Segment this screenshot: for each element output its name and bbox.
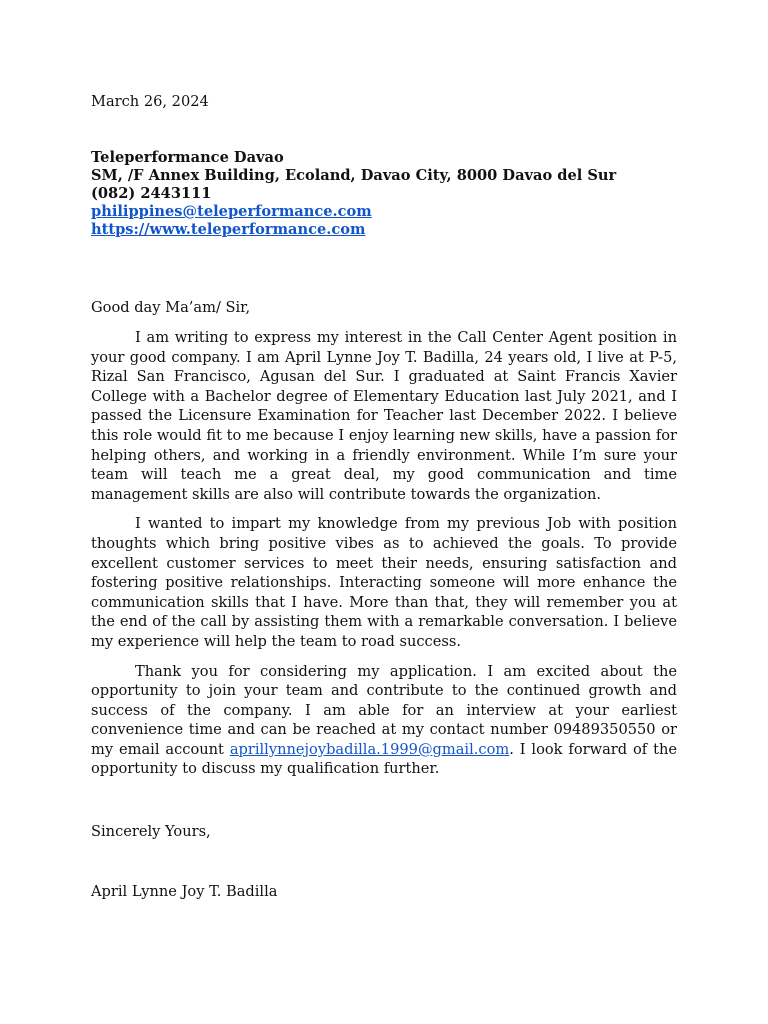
body-paragraph-3 [91,662,677,780]
recipient-phone: (082) 2443111 [91,185,212,202]
recipient-website-link[interactable]: https://www.teleperformance.com [91,221,366,238]
paragraph-3-text: Thank you for considering my application. I am excited about the opportunity to join your team and contribute to the continued growth and success of the company. I am able for an interview at your earliest convenience time and can be reached at my contact number 09489350550 or my email account [91,662,677,758]
recipient-block [91,149,691,239]
letter-date: March 26, 2024 [91,93,209,110]
letter-body [91,328,677,789]
paragraph-3-text-end: . I look forward of the opportunity to discuss my qualification further. [91,740,677,778]
recipient-email-link[interactable]: philippines@teleperformance.com [91,203,372,220]
recipient-name: Teleperformance Davao [91,149,284,166]
body-paragraph-1: I am writing to express my interest in the Call Center Agent position in your good company. I am April Lynne Joy T. Badilla, 24 years old, I live at P-5, Rizal San Francisco, Agusan del Sur. I graduated at Saint Francis Xavier College with a Bachelor degree of Elementary Education last July 2021, and I passed the Licensure Examination for Teacher last December 2022. I believe this role would fit to me because I enjoy learning new skills, have a passion for helping others, and working in a friendly environment. While I’m sure your team will teach me a great deal, my good communication and time management skills are also will contribute towards the organization. [91,329,677,503]
applicant-email-link[interactable]: aprillynnejoybadilla.1999@gmail.com [229,740,510,758]
closing: Sincerely Yours, [91,823,211,840]
body-paragraph-2: I wanted to impart my knowledge from my previous Job with position thoughts which bring positive vibes as to achieved the goals. To provide excellent customer services to meet their needs, ensuring satisfaction and fostering positive relationships. Interacting someone will more enhance the communication skills that I have. More than that, they will remember you at the end of the call by assisting them with a remarkable conversation. I believe my experience will help the team to road success. [91,515,677,650]
recipient-address: SM, /F Annex Building, Ecoland, Davao City, 8000 Davao del Sur [91,167,617,184]
greeting: Good day Ma’am/ Sir, [91,299,251,316]
signature-name: April Lynne Joy T. Badilla [91,883,278,900]
